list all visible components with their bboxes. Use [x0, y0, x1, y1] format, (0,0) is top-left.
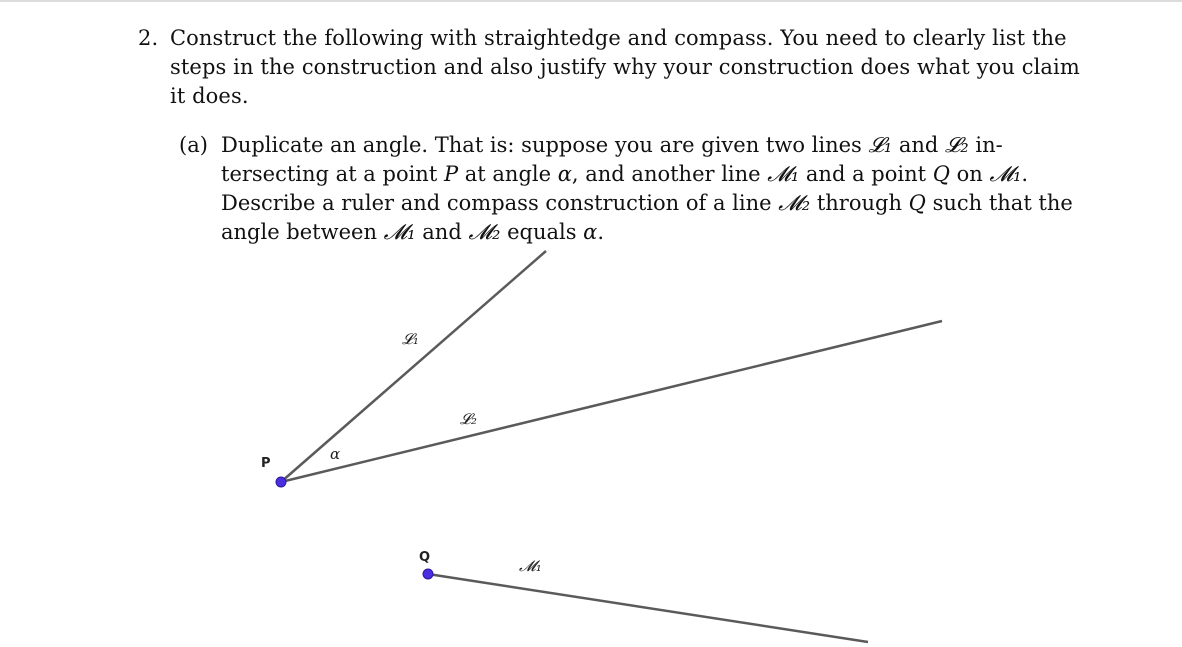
label-P: P [261, 456, 271, 471]
text-span: tersecting at a point [221, 162, 444, 186]
math-Q: Q [932, 162, 950, 186]
text-span: such that the [925, 191, 1073, 215]
math-M1: 𝓜₁ [989, 162, 1022, 186]
point-Q[interactable] [423, 569, 433, 579]
line-L2 [281, 321, 942, 482]
math-M2: 𝓜₂ [778, 191, 811, 215]
text-span: . [1021, 162, 1029, 186]
math-L1: 𝓛₁ [868, 133, 893, 157]
math-M1: 𝓜₁ [767, 162, 800, 186]
text-span: through [810, 191, 909, 215]
text-span: and [892, 133, 946, 157]
text-span: . [597, 220, 605, 244]
math-alpha: α [557, 162, 572, 186]
problem-line-2: steps in the construction and also justify why your construction does what you claim [170, 55, 1080, 79]
math-Q: Q [908, 191, 926, 215]
text-span: angle between [221, 220, 384, 244]
text-span: and [415, 220, 469, 244]
math-M1: 𝓜₁ [383, 220, 416, 244]
line-M1 [428, 574, 868, 642]
text-span: Describe a ruler and compass construction of a line [221, 191, 779, 215]
text-span: and a point [799, 162, 933, 186]
text-span: at angle [458, 162, 558, 186]
math-M2: 𝓜₂ [468, 220, 501, 244]
label-L1: 𝓛₁ [402, 330, 419, 348]
text-span: Duplicate an angle. That is: suppose you are given two lines [221, 133, 869, 157]
text-span: equals [500, 220, 584, 244]
label-M1: 𝓜₁ [519, 557, 542, 575]
text-span: in- [968, 133, 1003, 157]
math-alpha: α [583, 220, 598, 244]
label-L2: 𝓛₂ [460, 410, 477, 428]
math-L2: 𝓛₂ [945, 133, 969, 157]
part-a-label: (a) [179, 133, 208, 157]
problem-line-1: Construct the following with straightedge and compass. You need to clearly list the [170, 26, 1067, 50]
problem-number: 2. [138, 26, 159, 50]
text-span: , and another line [571, 162, 768, 186]
point-P[interactable] [276, 477, 286, 487]
math-P: P [443, 162, 459, 186]
label-Q: Q [419, 550, 431, 565]
label-alpha: α [330, 445, 341, 463]
text-span: on [949, 162, 990, 186]
problem-line-3: it does. [170, 84, 249, 108]
line-L1 [281, 251, 546, 482]
